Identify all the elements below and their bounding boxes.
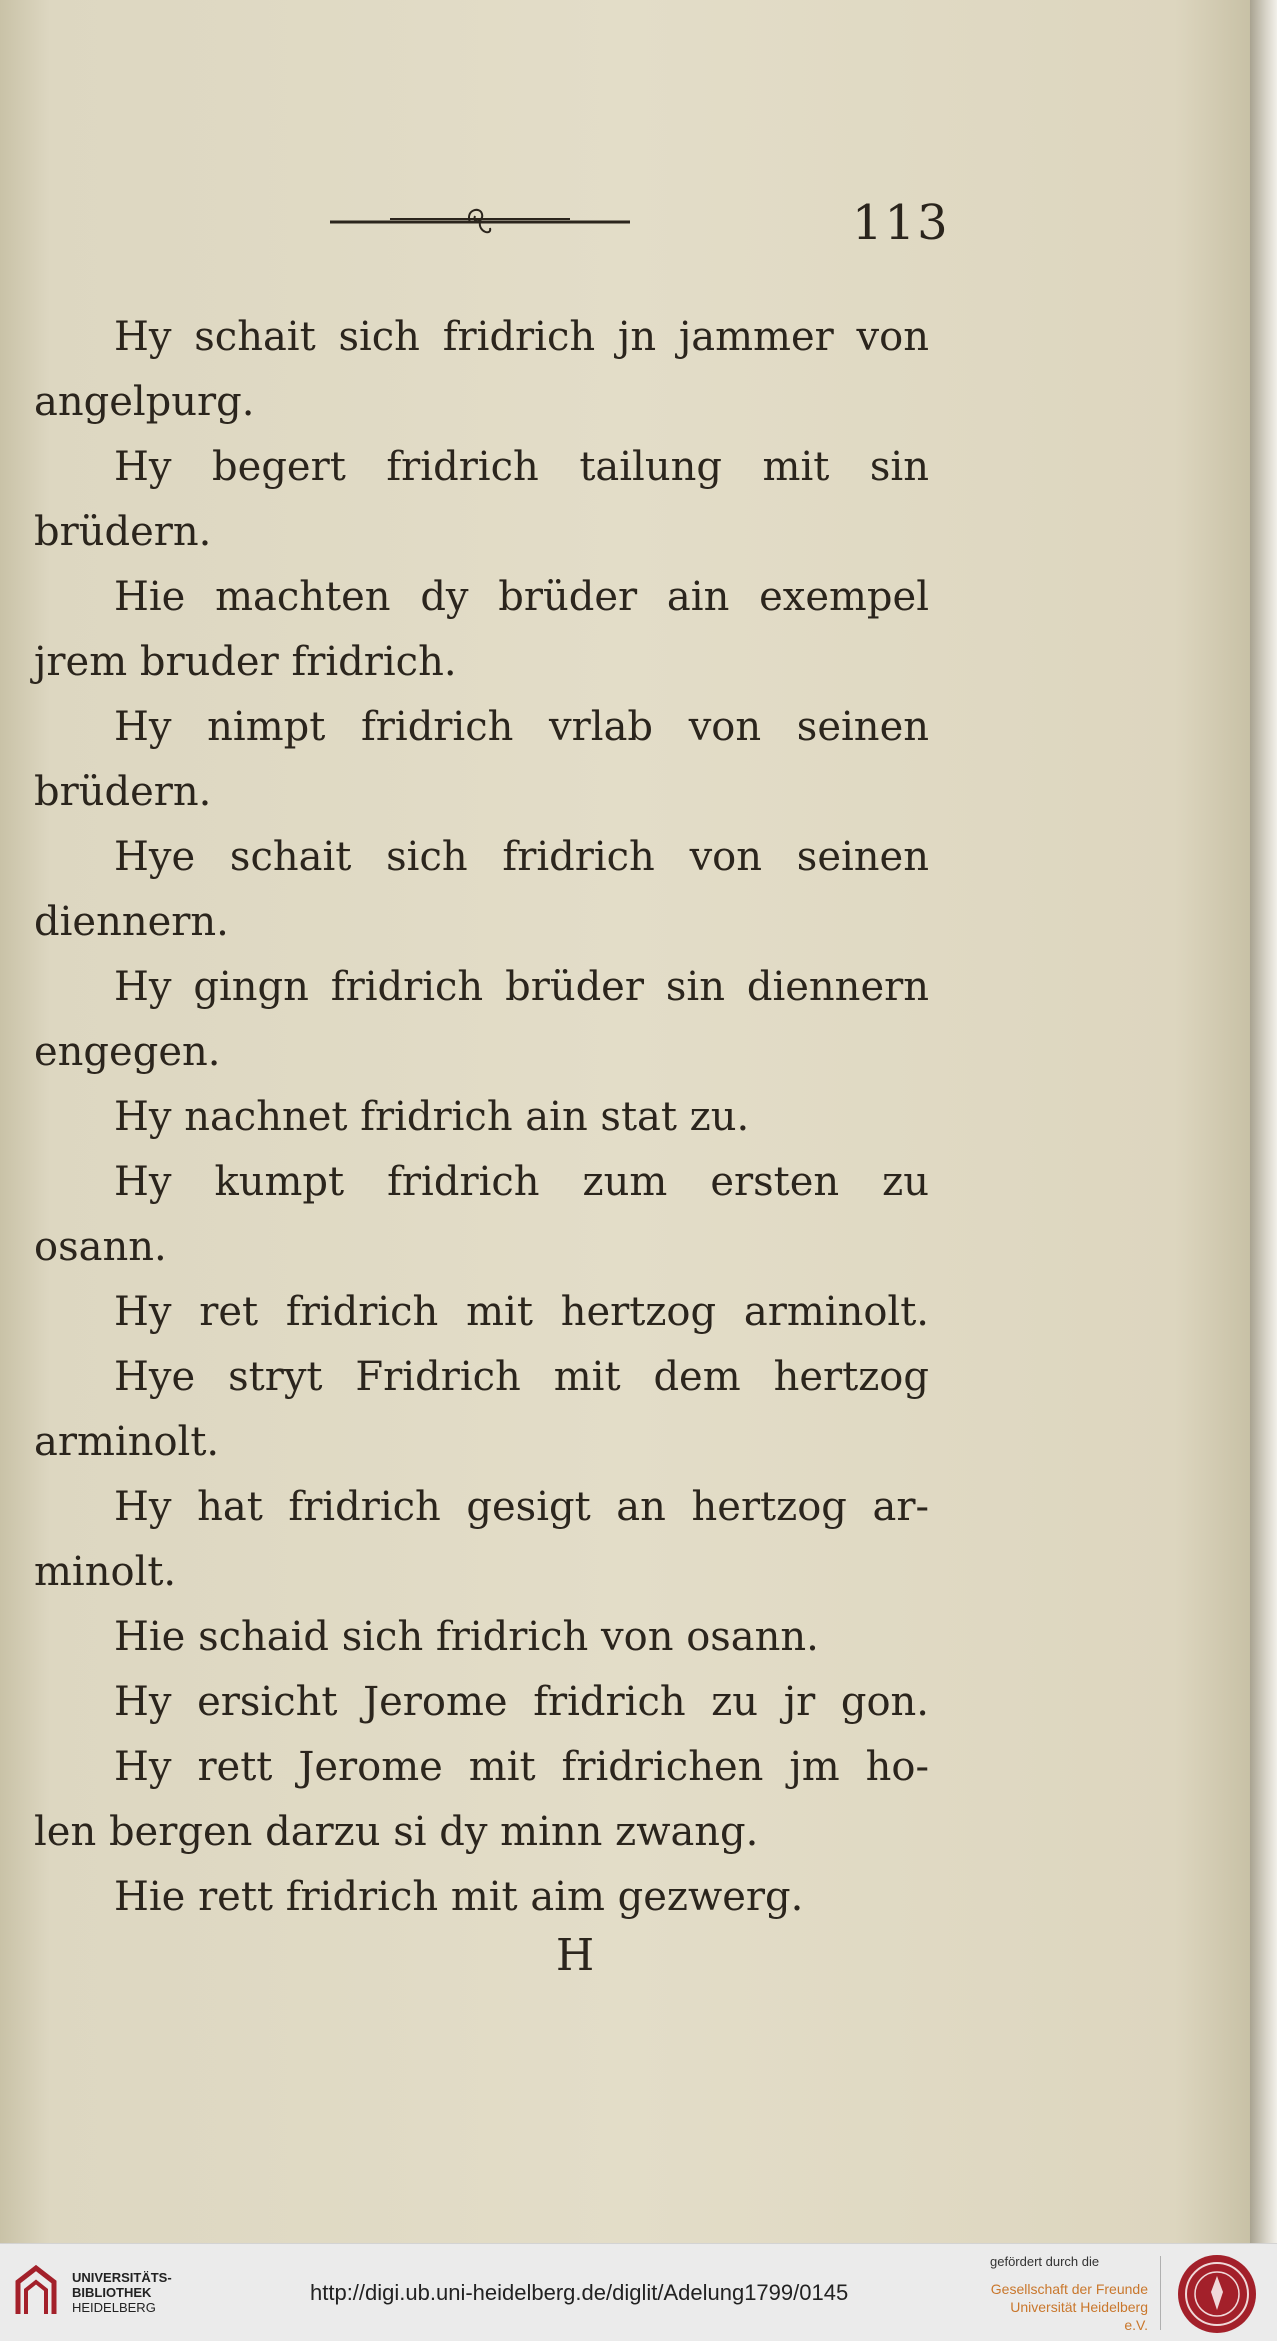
society-line-1: Gesellschaft der Freunde xyxy=(990,2281,1148,2297)
society-name[interactable] xyxy=(990,2280,1148,2334)
funded-by-label: gefördert durch die xyxy=(990,2254,1100,2269)
text-block xyxy=(34,305,929,1930)
signature-mark: H xyxy=(555,1930,595,1981)
text-line: brüdern. xyxy=(34,769,212,815)
text-line: Hie rett fridrich mit aim gezwerg. xyxy=(114,1874,804,1920)
text-line: angelpurg. xyxy=(34,379,255,425)
text-line: Hy rett Jerome mit fridrichen jm ho- xyxy=(114,1744,929,1790)
text-line: len bergen darzu si dy minn zwang. xyxy=(34,1809,759,1855)
ornament-rule-icon xyxy=(330,200,630,240)
text-line: Hie machten dy brüder ain exempel xyxy=(114,574,929,620)
text-line: Hy gingn fridrich brüder sin diennern xyxy=(114,964,929,1010)
text-line: Hy kumpt fridrich zum ersten zu xyxy=(114,1159,929,1205)
page-edge xyxy=(1250,0,1277,2243)
text-line: minolt. xyxy=(34,1549,177,1595)
page-number: 113 xyxy=(852,195,950,251)
library-line-2: BIBLIOTHEK xyxy=(72,2285,152,2300)
text-line: Hy ersicht Jerome fridrich zu jr gon. xyxy=(114,1679,929,1725)
text-line: Hy hat fridrich gesigt an hertzog ar- xyxy=(114,1484,929,1530)
footer-bar xyxy=(0,2243,1277,2341)
library-line-1: UNIVERSITÄTS- xyxy=(72,2270,172,2285)
text-line: brüdern. xyxy=(34,509,212,555)
library-name[interactable] xyxy=(72,2270,172,2315)
library-logo-icon[interactable] xyxy=(12,2262,60,2322)
text-line: Hye schait sich fridrich von seinen xyxy=(114,834,929,880)
text-line: Hy schait sich fridrich jn jammer von xyxy=(114,314,929,360)
university-seal-icon xyxy=(1175,2252,1259,2336)
text-line: Hy nimpt fridrich vrlab von seinen xyxy=(114,704,929,750)
text-line: arminolt. xyxy=(34,1419,220,1465)
text-line: jrem bruder fridrich. xyxy=(34,639,457,685)
text-line: Hye stryt Fridrich mit dem hertzog xyxy=(114,1354,929,1400)
text-line: engegen. xyxy=(34,1029,221,1075)
permalink-url[interactable]: http://digi.ub.uni-heidelberg.de/diglit/Adelung1799/0145 xyxy=(310,2280,849,2305)
footer-divider xyxy=(1160,2256,1161,2330)
text-line: Hy begert fridrich tailung mit sin xyxy=(114,444,929,490)
society-line-2: Universität Heidelberg e.V. xyxy=(1010,2299,1148,2333)
text-line: Hy ret fridrich mit hertzog arminolt. xyxy=(114,1289,929,1335)
library-line-3: HEIDELBERG xyxy=(72,2300,156,2315)
text-line: diennern. xyxy=(34,899,229,945)
text-line: osann. xyxy=(34,1224,167,1270)
text-line: Hy nachnet fridrich ain stat zu. xyxy=(114,1094,750,1140)
text-line: Hie schaid sich fridrich von osann. xyxy=(114,1614,819,1660)
